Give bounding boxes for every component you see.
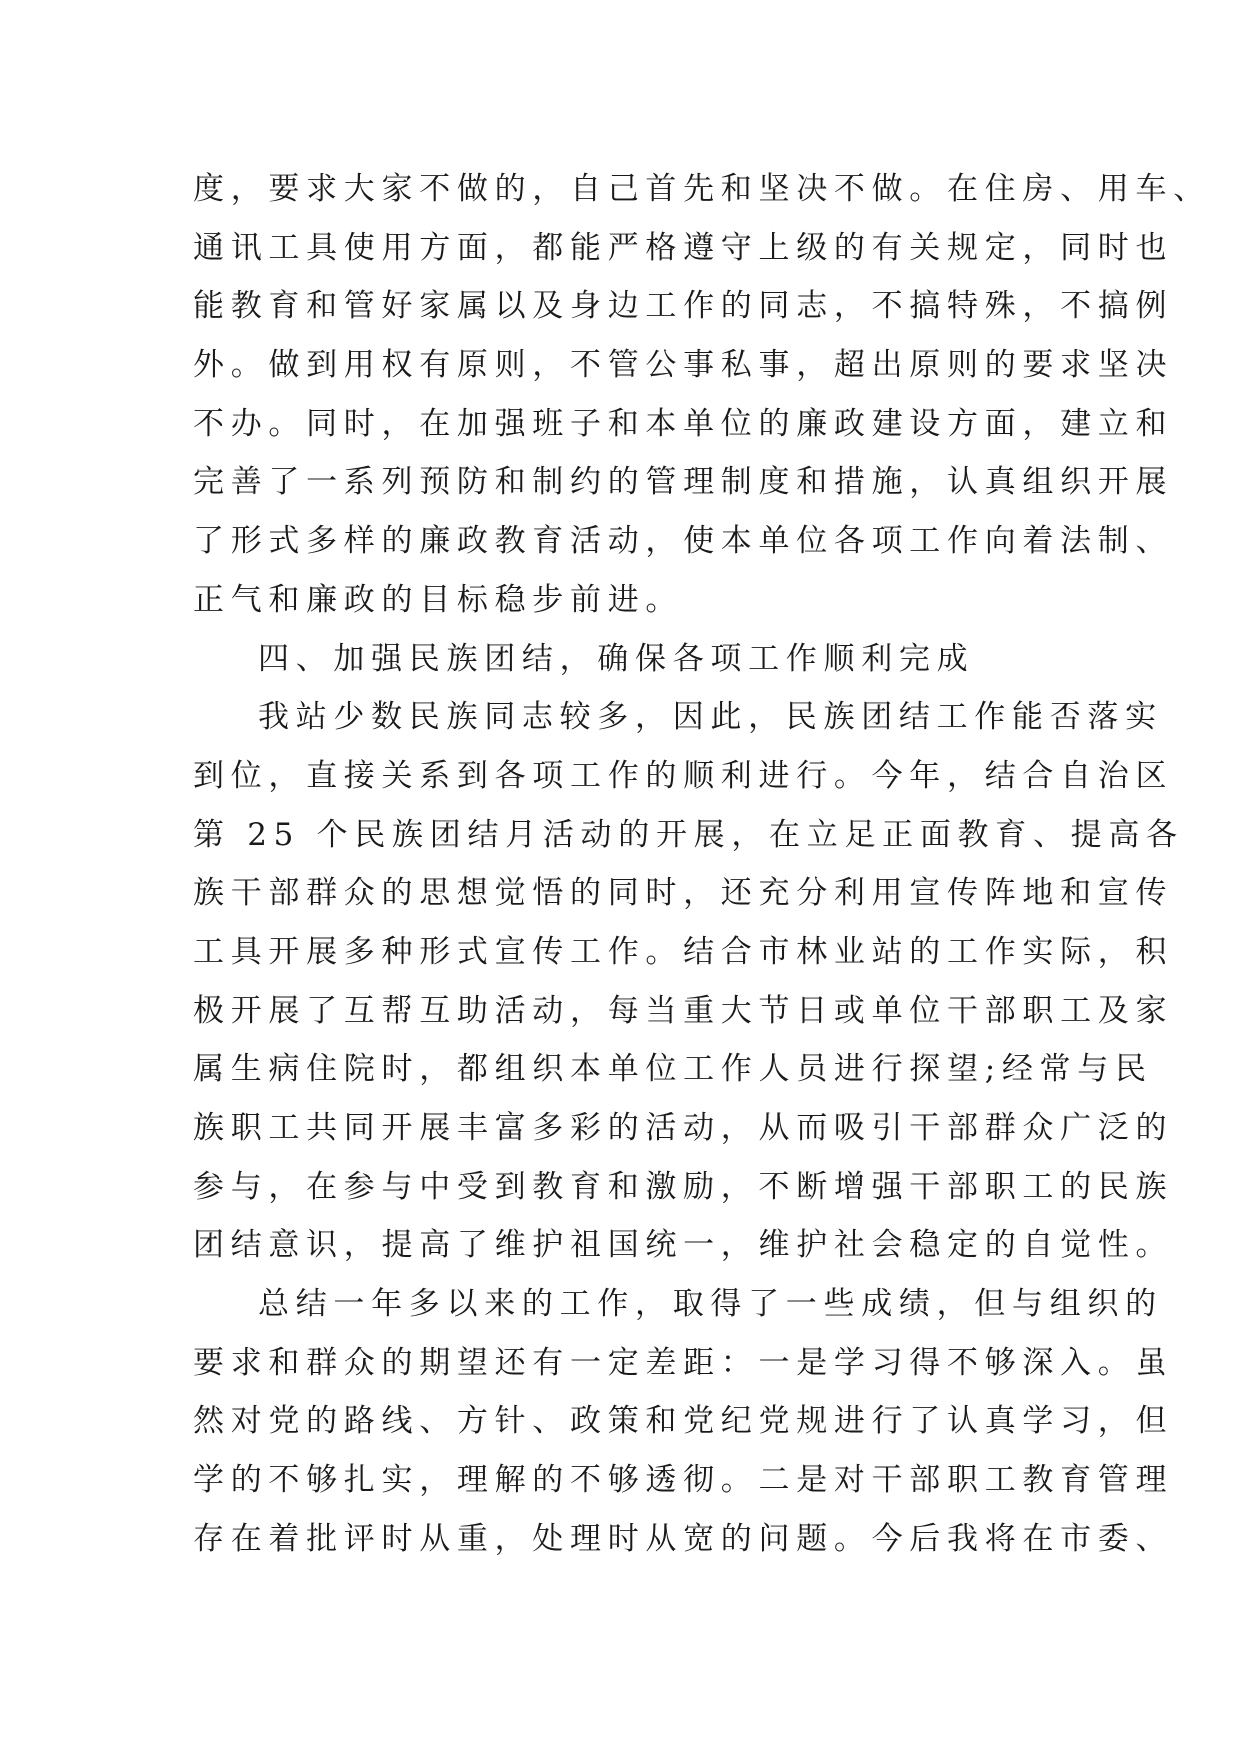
text-line: 学的不够扎实，理解的不够透彻。二是对干部职工教育管理 [193,1462,1174,1499]
text-line: 族职工共同开展丰富多彩的活动，从而吸引干部群众广泛的 [193,1110,1174,1146]
text-line: 族干部群众的思想觉悟的同时，还充分利用宣传阵地和宣传 [193,875,1174,912]
text-line: 通讯工具使用方面，都能严格遵守上级的有关规定，同时也 [193,229,1174,266]
text-line: 正气和廉政的目标稳步前进。 [193,581,684,618]
paragraph-first-line: 我站少数民族同志较多，因此，民族团结工作能否落实 [258,699,1163,736]
text-line: 第 25 个民族团结月活动的开展，在立足正面教育、提高各 [193,816,1184,853]
text-line: 度，要求大家不做的，自己首先和坚决不做。在住房、用车、 [193,171,1211,207]
paragraph-first-line: 四、加强民族团结，确保各项工作顺利完成 [258,640,975,677]
text-line: 能教育和管好家属以及身边工作的同志，不搞特殊，不搞例 [193,288,1174,325]
text-line: 了形式多样的廉政教育活动，使本单位各项工作向着法制、 [193,523,1174,560]
text-line: 完善了一系列预防和制约的管理制度和措施，认真组织开展 [193,464,1174,501]
text-line: 存在着批评时从重，处理时从宽的问题。今后我将在市委、 [193,1520,1174,1557]
document-body [193,160,1211,1569]
text-line: 外。做到用权有原则，不管公事私事，超出原则的要求坚决 [193,347,1174,384]
text-line: 工具开展多种形式宣传工作。结合市林业站的工作实际，积 [193,933,1174,970]
text-line: 属生病住院时，都组织本单位工作人员进行探望;经常与民 [193,1051,1153,1088]
text-line: 极开展了互帮互助活动，每当重大节日或单位干部职工及家 [193,992,1174,1029]
paragraph-first-line: 总结一年多以来的工作，取得了一些成绩，但与组织的 [258,1286,1163,1323]
text-line: 团结意识，提高了维护祖国统一，维护社会稳定的自觉性。 [193,1227,1174,1264]
text-line: 要求和群众的期望还有一定差距：一是学习得不够深入。虽 [193,1344,1174,1381]
text-line: 到位，直接关系到各项工作的顺利进行。今年，结合自治区 [193,757,1174,794]
text-line: 参与，在参与中受到教育和激励，不断增强干部职工的民族 [193,1168,1174,1205]
text-line: 不办。同时，在加强班子和本单位的廉政建设方面，建立和 [193,405,1174,442]
text-line: 然对党的路线、方针、政策和党纪党规进行了认真学习，但 [193,1403,1174,1440]
